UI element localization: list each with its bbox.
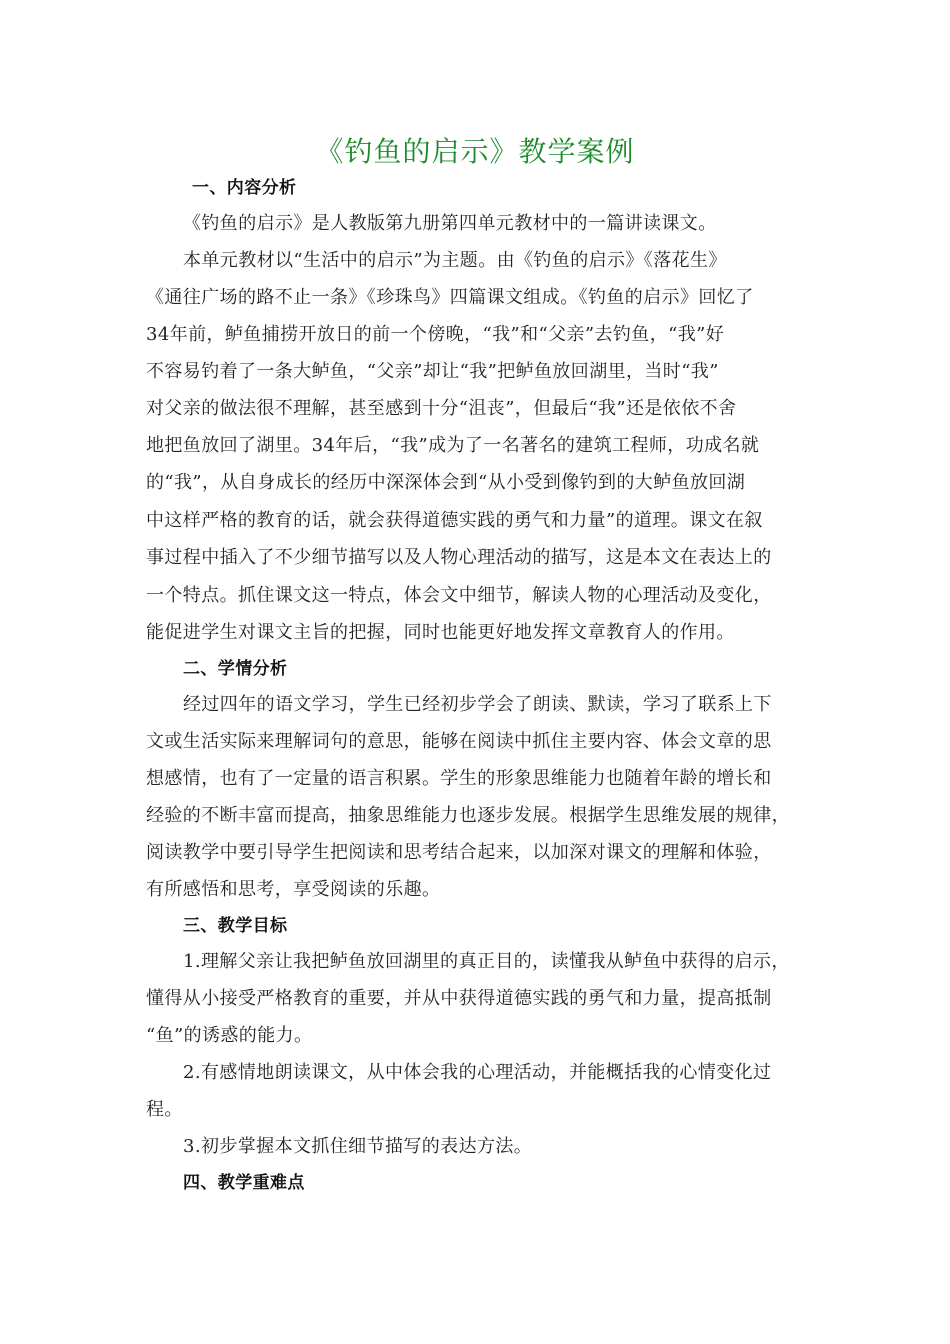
paragraph-line: 34年前，鲈鱼捕捞开放日的前一个傍晚，“我”和“父亲”去钓鱼，“我”好 bbox=[146, 324, 725, 345]
document-title: 《钓鱼的启示》教学案例 bbox=[315, 135, 635, 168]
paragraph-line: 的“我”，从自身成长的经历中深深体会到“从小受到像钓到的大鲈鱼放回湖 bbox=[146, 472, 746, 493]
paragraph-line: 一个特点。抓住课文这一特点，体会文中细节，解读人物的心理活动及变化， bbox=[146, 585, 772, 606]
paragraph-line: 对父亲的做法很不理解，甚至感到十分“沮丧”，但最后“我”还是依依不舍 bbox=[146, 398, 737, 419]
section-heading-student-analysis: 二、学情分析 bbox=[183, 659, 288, 679]
paragraph-line: 《钓鱼的启示》是人教版第九册第四单元教材中的一篇讲读课文。 bbox=[183, 213, 717, 234]
paragraph-line: 中这样严格的教育的话，就会获得道德实践的勇气和力量”的道理。课文在叙 bbox=[146, 510, 763, 531]
paragraph-line: 懂得从小接受严格教育的重要，并从中获得道德实践的勇气和力量，提高抵制 bbox=[146, 988, 772, 1009]
section-heading-content-analysis: 一、内容分析 bbox=[192, 178, 297, 198]
paragraph-line: 地把鱼放回了湖里。34年后，“我”成为了一名著名的建筑工程师，功成名就 bbox=[146, 435, 760, 456]
paragraph-line: 3.初步掌握本文抓住细节描写的表达方法。 bbox=[183, 1136, 533, 1157]
paragraph-line: 文或生活实际来理解词句的意思，能够在阅读中抓住主要内容、体会文章的思 bbox=[146, 731, 772, 752]
paragraph-line: 能促进学生对课文主旨的把握，同时也能更好地发挥文章教育人的作用。 bbox=[146, 622, 735, 643]
paragraph-line: 1.理解父亲让我把鲈鱼放回湖里的真正目的，读懂我从鲈鱼中获得的启示， bbox=[183, 951, 790, 972]
section-heading-key-difficulties: 四、教学重难点 bbox=[183, 1173, 305, 1193]
paragraph-line: 2.有感情地朗读课文，从中体会我的心理活动，并能概括我的心情变化过 bbox=[183, 1062, 772, 1083]
paragraph-line: 本单元教材以“生活中的启示”为主题。由《钓鱼的启示》《落花生》 bbox=[183, 250, 727, 271]
paragraph-line: “鱼”的诱惑的能力。 bbox=[146, 1025, 313, 1046]
paragraph-line: 有所感悟和思考，享受阅读的乐趣。 bbox=[146, 879, 441, 900]
paragraph-line: 阅读教学中要引导学生把阅读和思考结合起来，以加深对课文的理解和体验， bbox=[146, 842, 772, 863]
paragraph-line: 程。 bbox=[146, 1099, 183, 1120]
paragraph-line: 《通往广场的路不止一条》《珍珠鸟》四篇课文组成。《钓鱼的启示》回忆了 bbox=[146, 287, 754, 308]
paragraph-line: 经验的不断丰富而提高，抽象思维能力也逐步发展。根据学生思维发展的规律， bbox=[146, 805, 790, 826]
paragraph-line: 事过程中插入了不少细节描写以及人物心理活动的描写，这是本文在表达上的 bbox=[146, 547, 772, 568]
paragraph-line: 经过四年的语文学习，学生已经初步学会了朗读、默读，学习了联系上下 bbox=[183, 694, 772, 715]
section-heading-teaching-goals: 三、教学目标 bbox=[183, 916, 288, 936]
paragraph-line: 不容易钓着了一条大鲈鱼，“父亲”却让“我”把鲈鱼放回湖里，当时“我” bbox=[146, 361, 719, 382]
paragraph-line: 想感情，也有了一定量的语言积累。学生的形象思维能力也随着年龄的增长和 bbox=[146, 768, 772, 789]
